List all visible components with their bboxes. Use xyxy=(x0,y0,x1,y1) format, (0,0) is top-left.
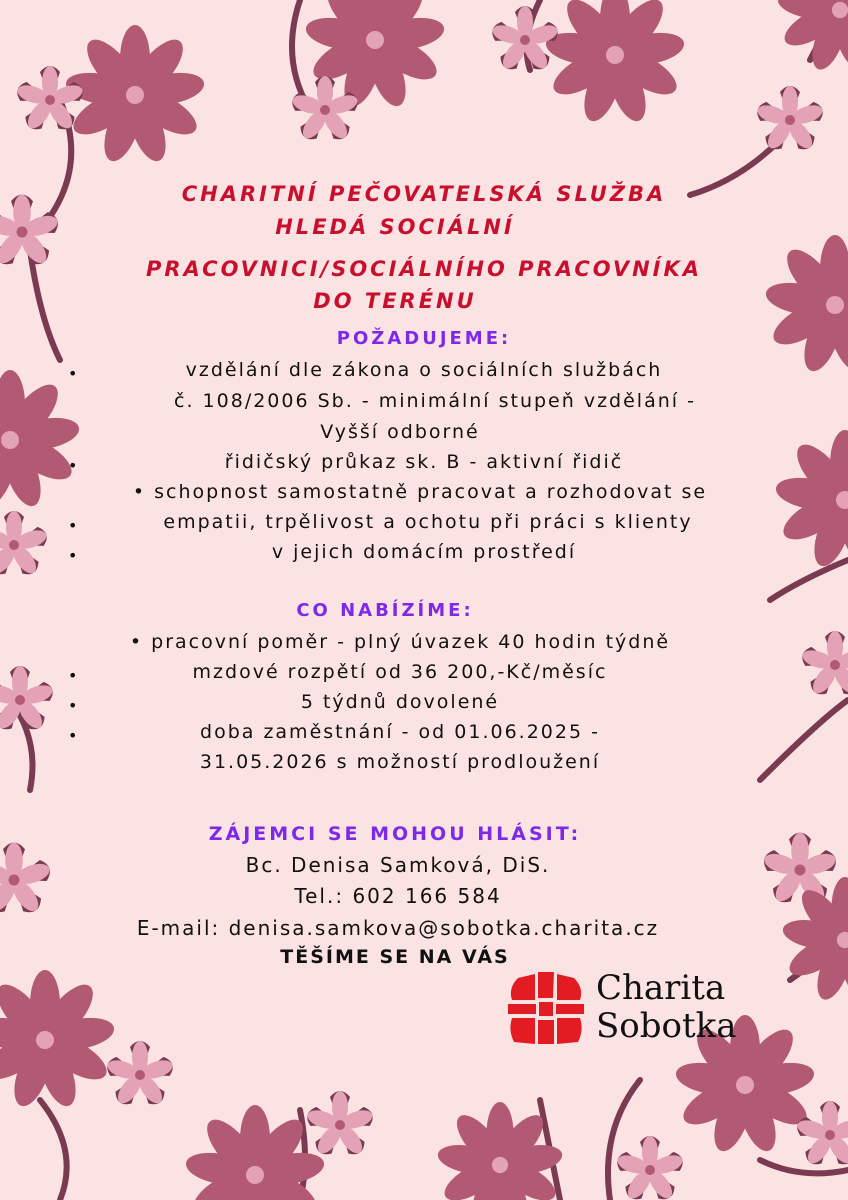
contact-name: Bc. Denisa Samková, DiS. xyxy=(245,853,551,877)
bullet: • xyxy=(68,546,78,565)
requirement-line: • schopnost samostatně pracovat a rozhodovat se xyxy=(132,481,708,503)
bullet: • xyxy=(68,696,78,715)
offer-line: mzdové rozpětí od 36 200,-Kč/měsíc xyxy=(192,661,608,683)
title-line-2: HLEDÁ SOCIÁLNÍ xyxy=(275,215,515,239)
offer-heading: CO NABÍZÍME: xyxy=(296,600,474,621)
charita-logo xyxy=(508,968,748,1048)
contact-email[interactable]: E-mail: denisa.samkova@sobotka.charita.cz xyxy=(136,916,660,940)
offer-line: • pracovní poměr - plný úvazek 40 hodin týdně xyxy=(129,631,671,653)
requirement-line: Vyšší odborné xyxy=(320,421,480,443)
requirement-line: vzdělání dle zákona o sociálních službách xyxy=(185,359,663,381)
requirement-line: řidičský průkaz sk. B - aktivní řidič xyxy=(224,451,624,473)
title-line-4: DO TERÉNU xyxy=(313,289,477,313)
requirement-line: empatii, trpělivost a ochotu při práci s klienty xyxy=(163,511,693,533)
offer-line: 31.05.2026 s možností prodloužení xyxy=(199,751,601,773)
bullet: • xyxy=(68,726,78,745)
requirements-heading: POŽADUJEME: xyxy=(336,328,512,349)
bullet: • xyxy=(68,364,78,383)
charita-cross-icon xyxy=(508,972,584,1044)
requirement-line: č. 108/2006 Sb. - minimální stupeň vzdělání - xyxy=(174,390,696,412)
offer-line: doba zaměstnání - od 01.06.2025 - xyxy=(200,721,600,743)
bullet: • xyxy=(68,516,78,535)
bullet: • xyxy=(68,666,78,685)
closing-text: TĚŠÍME SE NA VÁS xyxy=(280,946,510,968)
contact-phone[interactable]: Tel.: 602 166 584 xyxy=(294,884,502,908)
title-line-3: PRACOVNICI/SOCIÁLNÍHO PRACOVNÍKA xyxy=(145,257,703,281)
offer-line: 5 týdnů dovolené xyxy=(300,691,500,713)
bullet: • xyxy=(68,456,78,475)
logo-text-sobotka: Sobotka xyxy=(596,1006,737,1046)
title-line-1: CHARITNÍ PEČOVATELSKÁ SLUŽBA xyxy=(181,182,667,206)
logo-text-charita: Charita xyxy=(596,968,726,1008)
contact-heading: ZÁJEMCI SE MOHOU HLÁSIT: xyxy=(208,823,582,845)
requirement-line: v jejich domácím prostředí xyxy=(271,541,577,563)
